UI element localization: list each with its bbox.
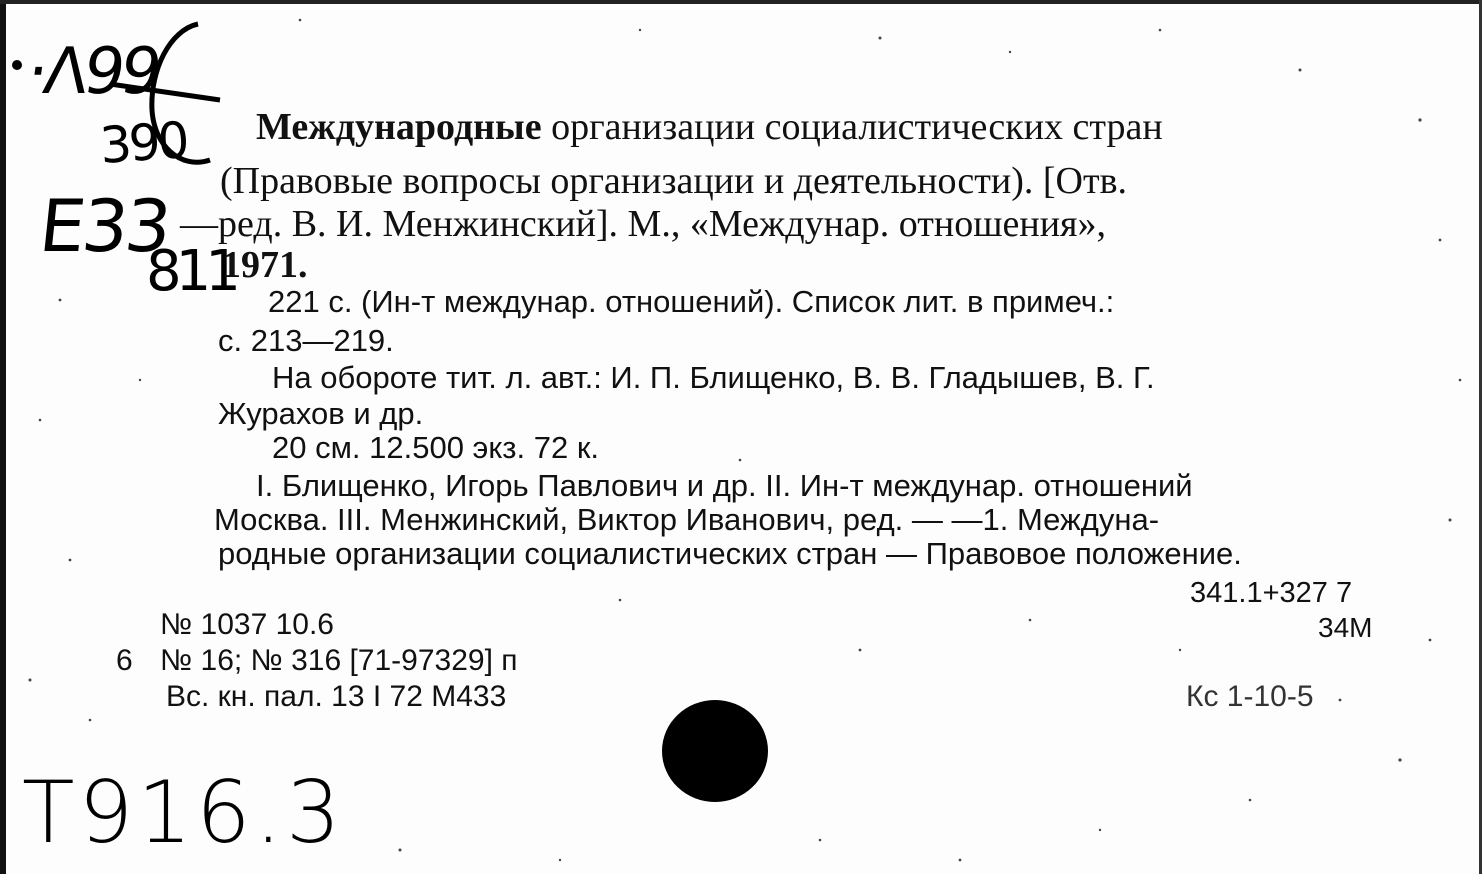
tracing-line-1: I. Блищенко, Игорь Павлович и др. II. Ин-т междунар. отношений bbox=[256, 468, 1193, 503]
collation-line-1: 221 с. (Ин-т междунар. отношений). Список лит. в примеч.: bbox=[268, 284, 1115, 319]
bottom-line-2: № 16; № 316 [71-97329] п bbox=[160, 644, 518, 677]
publication-year: 1971. bbox=[222, 244, 308, 286]
udc-classification: 341.1+327 7 bbox=[1190, 577, 1353, 609]
handwritten-strike-scribble bbox=[80, 10, 230, 180]
collation-line-2: с. 213—219. bbox=[218, 323, 394, 358]
tracing-line-3: родные организации социалистических стран — Правовое положение. bbox=[218, 536, 1242, 571]
title-line bbox=[256, 108, 1163, 146]
card-edge-left bbox=[0, 0, 6, 874]
collation-line-5: 20 см. 12.500 экз. 72 к. bbox=[272, 430, 599, 465]
kc-number: Кс 1-10-5 bbox=[1186, 680, 1314, 713]
bottom-line-2-lead: 6 bbox=[116, 644, 133, 677]
description-line-3 bbox=[180, 205, 1106, 243]
handwritten-call-number: T916.3 bbox=[22, 763, 345, 863]
author-mark: 34М bbox=[1318, 612, 1373, 643]
handwritten-dot bbox=[12, 60, 22, 70]
bottom-line-1: № 1037 10.6 bbox=[160, 608, 334, 641]
collation-line-4: Журахов и др. bbox=[218, 396, 424, 431]
bottom-line-3: Вс. кн. пал. 13 I 72 М433 bbox=[166, 680, 507, 713]
description-dash: — bbox=[180, 203, 218, 245]
title-lead: Международные bbox=[256, 106, 542, 148]
card-punch-hole bbox=[662, 700, 768, 802]
tracing-line-2: Москва. III. Менжинский, Виктор Иванович, ред. — —1. Междуна- bbox=[214, 502, 1160, 537]
card-edge-top bbox=[0, 0, 1482, 4]
handwritten-top-mark: ·Λ99 bbox=[22, 35, 163, 109]
description-line-2: (Правовые вопросы организации и деятельности). [Отв. bbox=[220, 160, 1128, 202]
description-line-3-text: ред. В. И. Менжинский]. М., «Междунар. отношения», bbox=[218, 203, 1107, 245]
title-rest: организации социалистических стран bbox=[541, 106, 1163, 148]
collation-line-3: На обороте тит. л. авт.: И. П. Блищенко, В. В. Гладышев, В. Г. bbox=[272, 360, 1155, 395]
handwritten-shelf-sub: 811 bbox=[146, 239, 235, 304]
handwritten-top-mark-sub: 390 bbox=[98, 111, 189, 175]
handwritten-shelf-mark: E33 bbox=[35, 184, 173, 268]
